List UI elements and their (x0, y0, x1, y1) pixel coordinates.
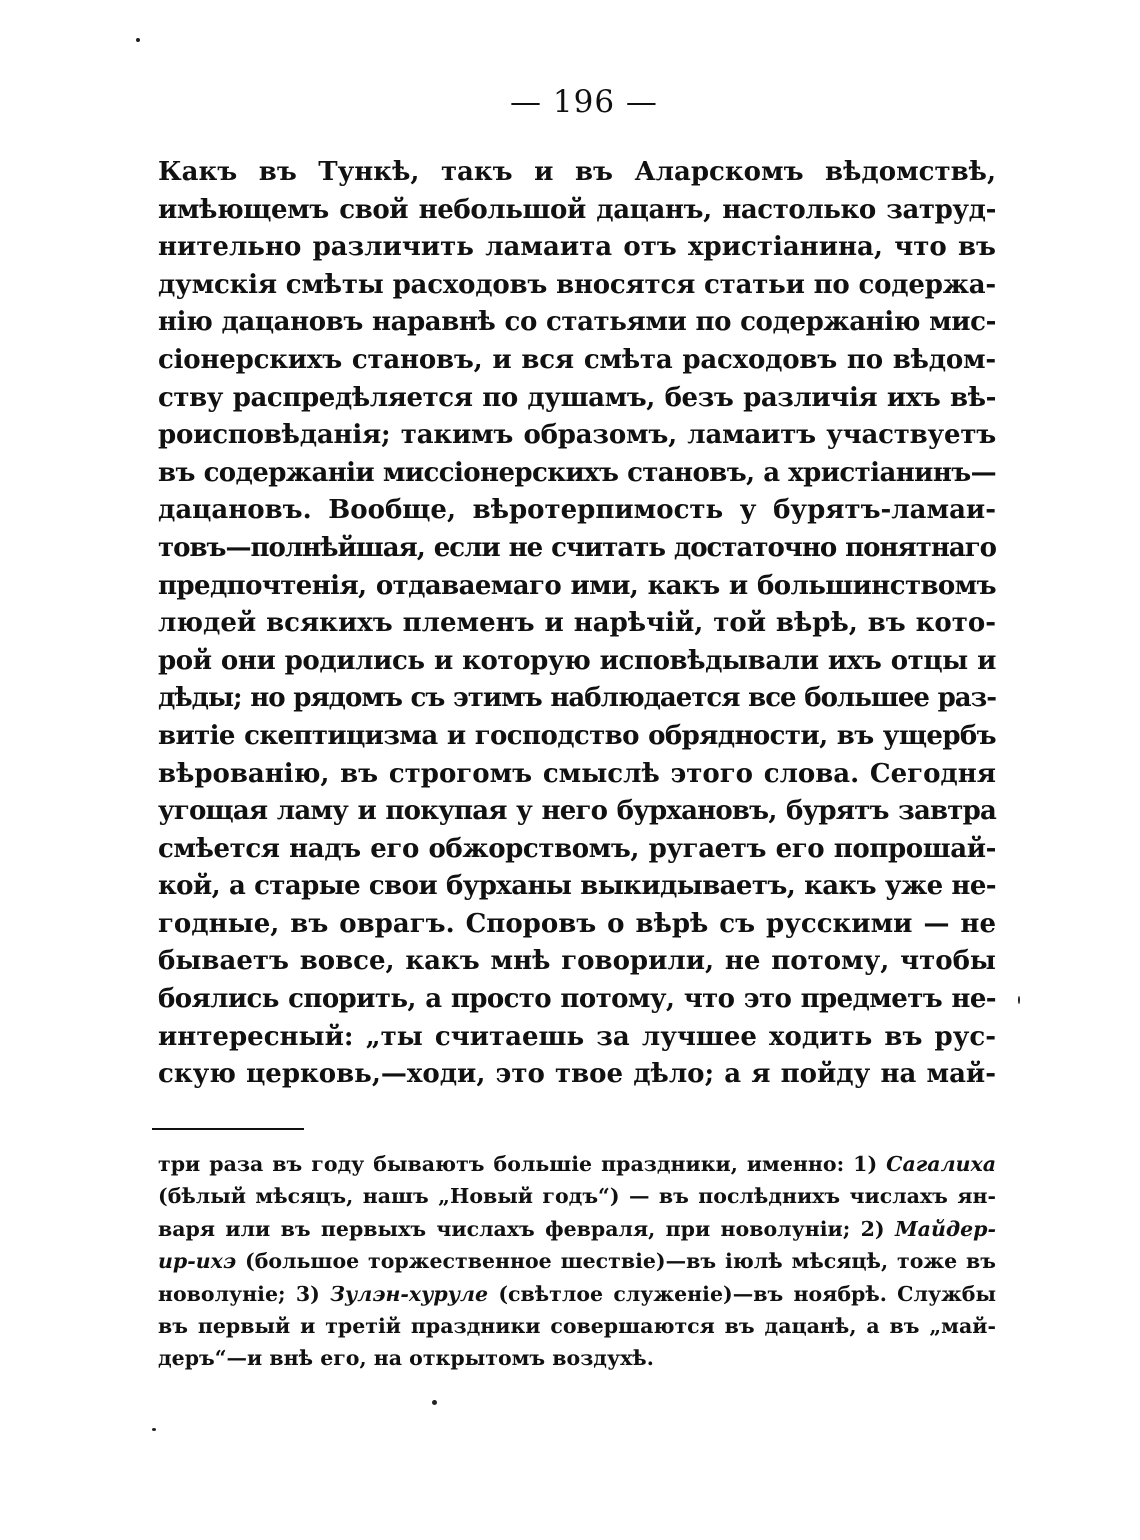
text-line: бываетъ вовсе, какъ мнѣ говорили, не потому, чтобы (158, 946, 996, 977)
text-line: дацановъ. Вообще, вѣротерпимость у бурятъ-ламаи- (158, 495, 996, 526)
footnote-line (158, 1213, 996, 1245)
scan-speck (152, 1428, 156, 1431)
text-line: имѣющемъ свой небольшой дацанъ, настолько затруд- (158, 194, 996, 225)
text-line: роисповѣданія; такимъ образомъ, ламаитъ участвуетъ (158, 420, 996, 451)
text-line: думскія смѣты расходовъ вносятся статьи по содержа- (158, 269, 996, 300)
main-text (158, 154, 996, 1094)
text-line: годные, въ оврагъ. Споровъ о вѣрѣ съ русскими — не (158, 908, 996, 939)
footnote-line (158, 1278, 996, 1310)
footnote (158, 1148, 996, 1375)
page-number: — 196 — (510, 84, 658, 120)
text-line: скую церковь,—ходи, это твое дѣло; а я пойду на май- (158, 1059, 996, 1090)
footnote-text: (большое торжественное шествіе)—въ іюлѣ мѣсяцѣ, тоже въ (236, 1249, 996, 1274)
scan-speck (1018, 996, 1020, 1004)
text-line: Какъ въ Тункѣ, такъ и въ Аларскомъ вѣдомствѣ, (158, 157, 996, 187)
text-line: ству распредѣляется по душамъ, безъ различія ихъ вѣ- (158, 382, 996, 413)
text-line: вѣрованію, въ строгомъ смыслѣ этого слова. Сегодня (158, 758, 996, 789)
text-line: дѣды; но рядомъ съ этимъ наблюдается все большее раз- (158, 683, 996, 714)
text-line: витіе скептицизма и господство обрядности, въ ущербъ (158, 720, 996, 751)
footnote-divider (152, 1128, 304, 1130)
footnote-text: три раза въ году бываютъ большіе праздники, именно: 1) (158, 1152, 887, 1176)
footnote-line (158, 1148, 996, 1180)
footnote-italic-term: ир-ихэ (158, 1249, 237, 1274)
text-line: нію дацановъ наравнѣ со статьями по содержанію мис- (158, 307, 996, 338)
footnote-line: деръ“—и внѣ его, на открытомъ воздухѣ. (158, 1346, 654, 1371)
scan-speck (432, 1400, 437, 1405)
text-line: боялись спорить, а просто потому, что это предметъ не- (158, 984, 996, 1015)
footnote-line: (бѣлый мѣсяцъ, нашъ „Новый годъ“) — въ послѣднихъ числахъ ян- (158, 1184, 996, 1209)
text-line: нительно различить ламаита отъ христіанина, что въ (158, 232, 996, 263)
text-line: людей всякихъ племенъ и нарѣчій, той вѣрѣ, въ кото- (158, 608, 996, 639)
scan-speck (136, 38, 140, 42)
footnote-line (158, 1245, 996, 1277)
text-line: сіонерскихъ становъ, и вся смѣта расходовъ по вѣдом- (158, 344, 996, 375)
text-line: товъ—полнѣйшая, если не считать достаточно понятнаго (158, 532, 996, 563)
text-line: смѣется надъ его обжорствомъ, ругаетъ его попрошай- (158, 833, 996, 864)
footnote-text: (свѣтлое служеніе)—въ ноябрѣ. Службы (488, 1281, 997, 1306)
text-line: кой, а старые свои бурханы выкидываетъ, какъ уже не- (158, 871, 996, 902)
footnote-line: въ первый и третій праздники совершаются въ дацанѣ, а въ „май- (158, 1313, 996, 1338)
footnote-text: новолуніе; 3) (158, 1281, 331, 1306)
text-line: рой они родились и которую исповѣдывали ихъ отцы и (158, 645, 996, 676)
text-line: интересный: „ты считаешь за лучшее ходить въ рус- (158, 1021, 996, 1052)
footnote-italic-term: Сагалиха (886, 1152, 996, 1176)
footnote-italic-term: Майдер- (894, 1216, 996, 1241)
footnote-text: варя или въ первыхъ числахъ февраля, при новолуніи; 2) (158, 1216, 895, 1241)
text-line: въ содержаніи миссіонерскихъ становъ, а христіанинъ— (158, 457, 996, 488)
text-line: предпочтенія, отдаваемаго ими, какъ и большинствомъ (158, 570, 996, 601)
text-line: угощая ламу и покупая у него бурхановъ, бурятъ завтра (158, 796, 996, 827)
footnote-italic-term: Зулэн-хуруле (330, 1281, 489, 1306)
